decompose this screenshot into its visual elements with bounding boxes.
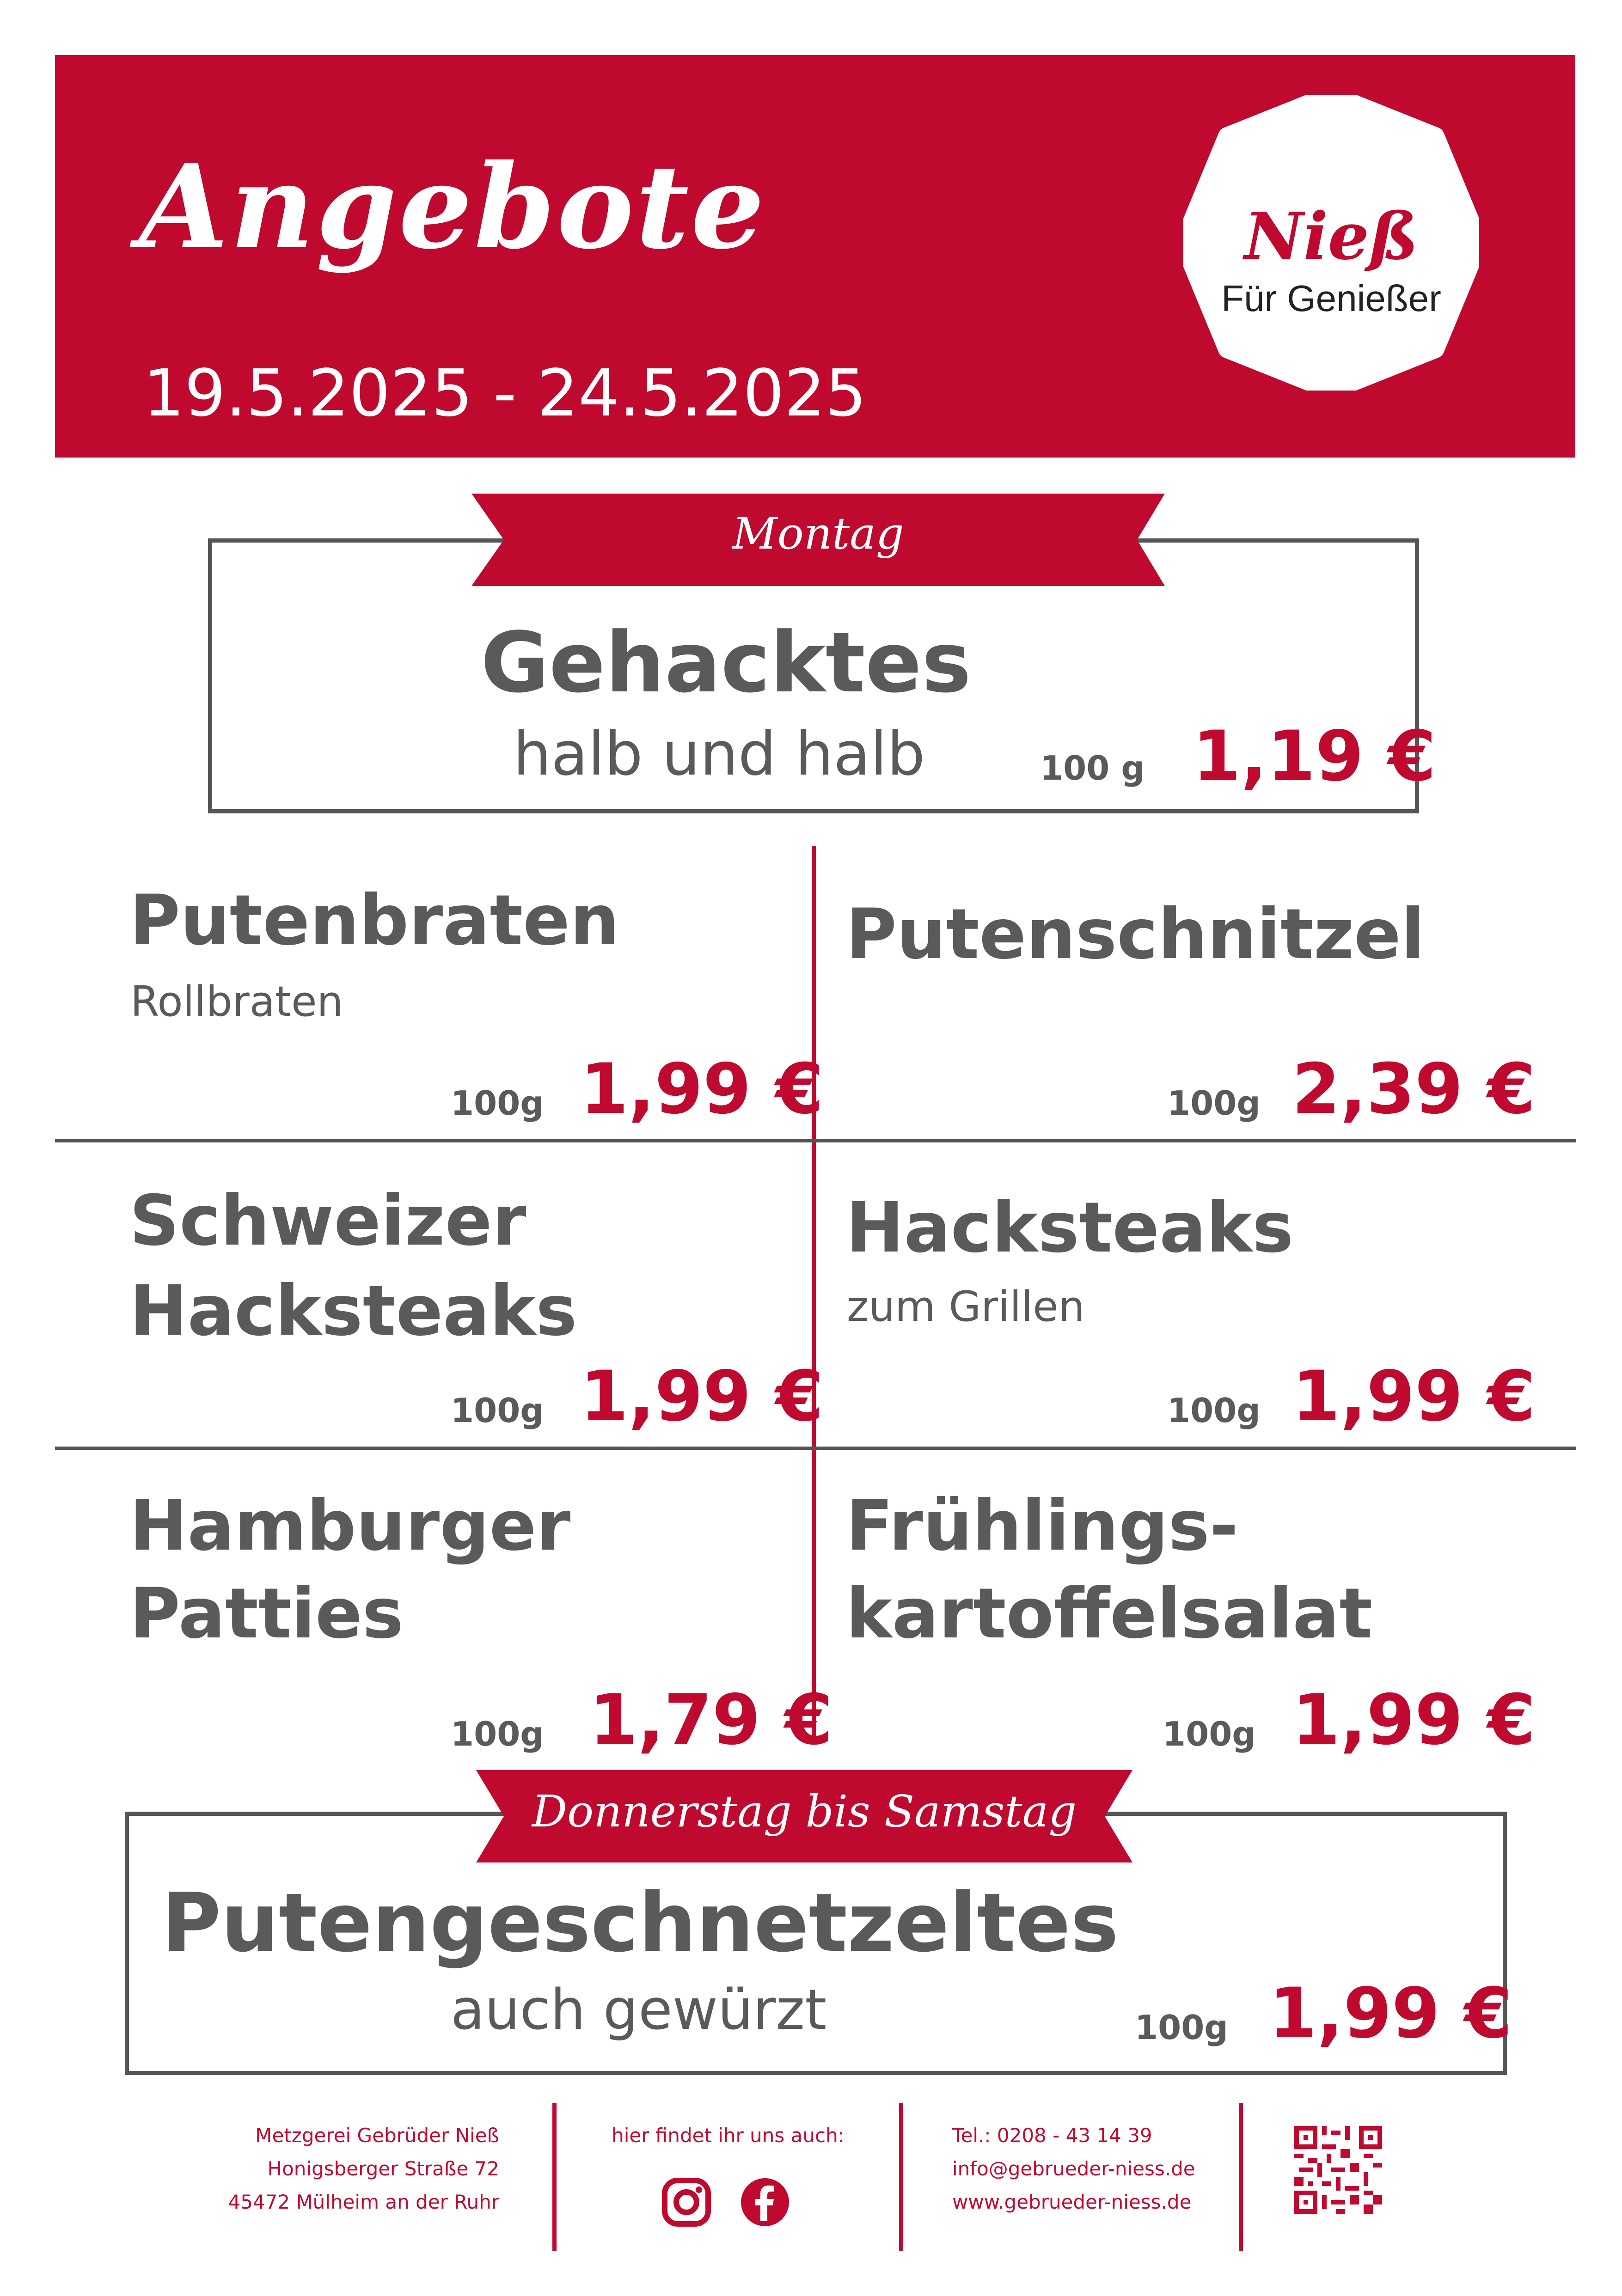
item-title: Hamburger bbox=[129, 1486, 571, 1566]
item-unit: 100g bbox=[451, 1084, 544, 1123]
facebook-icon[interactable] bbox=[740, 2177, 790, 2228]
item-title: Frühlings- bbox=[846, 1486, 1238, 1566]
footer-contact bbox=[952, 2119, 1195, 2219]
address-line: Metzgerei Gebrüder Nieß bbox=[255, 2124, 499, 2147]
item-unit: 100g bbox=[451, 1391, 544, 1430]
item-title: Putenschnitzel bbox=[846, 894, 1425, 975]
item-price: 1,99 € bbox=[1292, 1680, 1536, 1760]
item-price: 2,39 € bbox=[1292, 1049, 1536, 1130]
contact-website[interactable]: www.gebrueder-niess.de bbox=[952, 2191, 1192, 2213]
footer-separator bbox=[1239, 2103, 1243, 2251]
contact-phone: Tel.: 0208 - 43 14 39 bbox=[952, 2124, 1152, 2147]
address-line: 45472 Mülheim an der Ruhr bbox=[228, 2191, 499, 2213]
monday-unit: 100 g bbox=[1040, 749, 1145, 788]
social-label: hier findet ihr uns auch: bbox=[612, 2124, 845, 2147]
thursday-title: Putengeschnetzeltes bbox=[162, 1876, 1119, 1970]
item-price: 1,99 € bbox=[1292, 1356, 1536, 1437]
row-divider-2 bbox=[55, 1447, 1576, 1450]
thursday-ribbon-label: Donnerstag bis Samstag bbox=[532, 1786, 1077, 1837]
item-title: Hacksteaks bbox=[846, 1188, 1294, 1268]
item-unit: 100g bbox=[1167, 1084, 1261, 1123]
footer-separator bbox=[552, 2103, 557, 2251]
thursday-unit: 100g bbox=[1135, 2008, 1228, 2047]
item-subtitle: zum Grillen bbox=[847, 1282, 1085, 1331]
item-price: 1,99 € bbox=[580, 1356, 824, 1437]
item-title-line2: kartoffelsalat bbox=[846, 1574, 1373, 1654]
center-divider bbox=[812, 846, 816, 1738]
thursday-price: 1,99 € bbox=[1269, 1973, 1512, 2054]
footer-separator bbox=[899, 2103, 903, 2251]
item-unit: 100g bbox=[1167, 1391, 1261, 1430]
item-price: 1,99 € bbox=[580, 1049, 824, 1130]
item-title: Putenbraten bbox=[129, 880, 619, 961]
monday-price: 1,19 € bbox=[1193, 716, 1436, 797]
headline: Angebote bbox=[139, 139, 766, 275]
logo-tagline: Für Genießer bbox=[1221, 278, 1441, 319]
monday-subtitle: halb und halb bbox=[513, 719, 925, 789]
item-title-line2: Hacksteaks bbox=[129, 1271, 577, 1351]
item-price: 1,79 € bbox=[589, 1680, 833, 1760]
date-range: 19.5.2025 - 24.5.2025 bbox=[143, 356, 867, 431]
item-unit: 100g bbox=[451, 1715, 544, 1753]
logo-name: Nieß bbox=[1244, 199, 1419, 275]
item-title-line2: Patties bbox=[129, 1574, 404, 1654]
contact-email[interactable]: info@gebrueder-niess.de bbox=[952, 2157, 1195, 2180]
monday-title: Gehacktes bbox=[481, 615, 972, 711]
item-subtitle: Rollbraten bbox=[130, 977, 343, 1026]
item-unit: 100g bbox=[1163, 1715, 1256, 1753]
monday-ribbon-label: Montag bbox=[732, 508, 904, 559]
item-title: Schweizer bbox=[129, 1181, 526, 1261]
address-line: Honigsberger Straße 72 bbox=[267, 2157, 499, 2180]
thursday-subtitle: auch gewürzt bbox=[451, 1978, 827, 2042]
qr-code-icon[interactable] bbox=[1294, 2126, 1382, 2214]
row-divider-1 bbox=[55, 1139, 1576, 1142]
instagram-icon[interactable] bbox=[661, 2177, 712, 2228]
footer-address bbox=[222, 2119, 499, 2219]
